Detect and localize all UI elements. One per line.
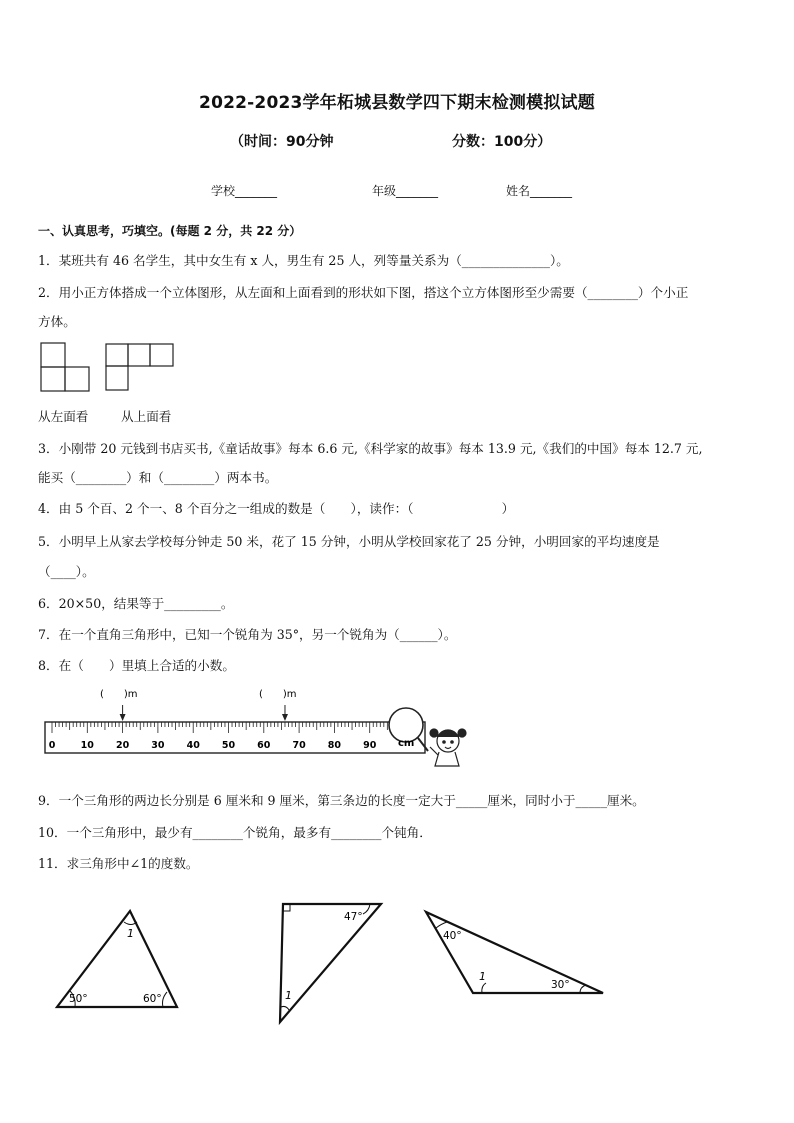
ruler-tick-label: 50: [221, 740, 236, 751]
question-3-line2: 能买（________）和（________）两本书。: [38, 470, 278, 485]
triangle-1-angle-label: 1: [127, 927, 134, 940]
triangle-2-angle-label: 47°: [344, 911, 363, 923]
triangle-3-angle-label: 30°: [551, 979, 570, 991]
ruler-tick-label: 20: [115, 740, 130, 751]
left-view-icon: [41, 343, 89, 391]
magnifier-icon: [389, 708, 423, 742]
ruler-tick-label: 80: [327, 740, 342, 751]
triangles-figure: [40, 895, 620, 1030]
question-6: 6．20×50，结果等于_________。: [38, 596, 234, 611]
ruler-tick-label: 10: [80, 740, 94, 751]
ruler-tick-label: 90: [363, 740, 377, 751]
school-field: 学校_______: [211, 184, 278, 198]
grade-field: 年级_______: [372, 184, 439, 198]
top-view-caption: 从上面看: [121, 409, 172, 424]
top-view-icon: [106, 344, 173, 390]
ruler-tick-label: 70: [292, 740, 306, 751]
question-2-line1: 2．用小正方体搭成一个立体图形，从左面和上面看到的形状如下图，搭这个立方体图形至少需要（________）个小正: [38, 285, 689, 300]
ruler-blank-label: ( )m: [259, 689, 297, 700]
question-11: 11．求三角形中∠1的度数。: [38, 856, 199, 871]
question-8: 8．在（ ）里填上合适的小数。: [38, 658, 235, 673]
ruler-arrows: [120, 705, 288, 721]
triangle-1-angle-label: 50°: [69, 993, 88, 1005]
question-5-line1: 5．小明早上从家去学校每分钟走 50 米，花了 15 分钟，小明从学校回家花了 25 分钟，小明回家的平均速度是: [38, 534, 660, 549]
question-3-line1: 3．小刚带 20 元钱到书店买书,《童话故事》每本 6.6 元,《科学家的故事》每本 13.9 元,《我们的中国》每本 12.7 元,: [38, 441, 703, 456]
question-2-line2: 方体。: [38, 314, 76, 329]
name-field: 姓名_______: [506, 184, 573, 198]
triangle-1-angle-label: 60°: [143, 993, 162, 1005]
cube-views-figure: [40, 342, 180, 394]
ruler-figure: [40, 683, 480, 778]
ruler-tick-label: 60: [257, 740, 271, 751]
question-7: 7．在一个直角三角形中，已知一个锐角为 35°，另一个锐角为（______）。: [38, 627, 457, 642]
girl-cartoon-icon: [430, 729, 466, 766]
question-9: 9．一个三角形的两边长分别是 6 厘米和 9 厘米，第三条边的长度一定大于_____厘米，同时小于_____厘米。: [38, 793, 645, 808]
triangle-3: [426, 912, 603, 993]
question-4: 4．由 5 个百、2 个一、8 个百分之一组成的数是（ ），读作：（ ）: [38, 501, 515, 516]
ruler-unit: cm: [398, 738, 415, 749]
left-view-caption: 从左面看: [38, 409, 89, 424]
page-title: 2022-2023学年柘城县数学四下期末检测模拟试题: [199, 93, 595, 113]
ruler-tick-label: 30: [151, 740, 165, 751]
question-10: 10．一个三角形中，最少有________个锐角，最多有________个钝角．: [38, 825, 432, 840]
section-heading: 一、认真思考，巧填空。(每题 2 分，共 22 分）: [38, 224, 302, 238]
question-1: 1．某班共有 46 名学生，其中女生有 x 人，男生有 25 人，列等量关系为（______________）。: [38, 253, 569, 268]
triangle-3-angle-label: 40°: [443, 930, 462, 942]
ruler-blank-label: ( )m: [100, 689, 138, 700]
ruler-tick-label: 0: [48, 740, 56, 751]
ruler-arrow-head: [282, 714, 288, 721]
triangle-2: [280, 904, 381, 1022]
exam-time: （时间：90分钟: [230, 134, 334, 150]
exam-score: 分数：100分）: [452, 134, 552, 150]
triangle-1: [57, 911, 177, 1007]
ruler-arrow-head: [120, 714, 126, 721]
triangle-2-angle-label: 1: [285, 989, 292, 1002]
ruler-tick-label: 40: [186, 740, 200, 751]
triangle-3-angle-label: 1: [479, 970, 486, 983]
question-5-line2: （____）。: [38, 564, 95, 579]
